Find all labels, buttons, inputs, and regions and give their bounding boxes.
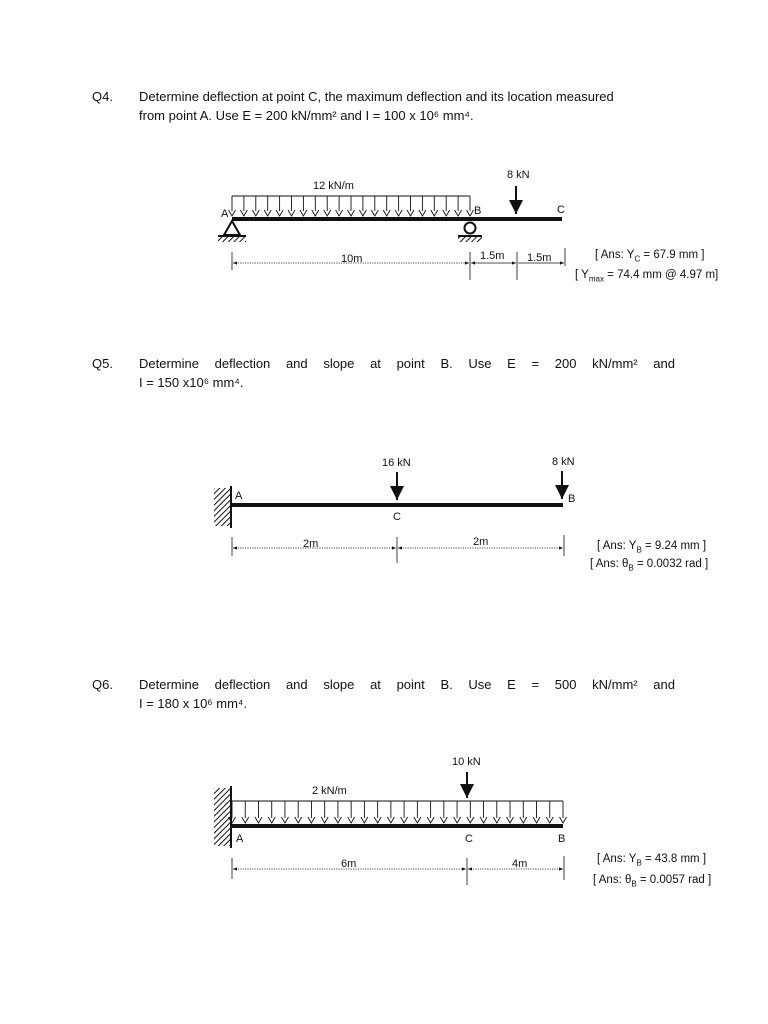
q4-roller-support: [458, 223, 482, 243]
q5-text-line2: I = 150 x10⁶ mm⁴.: [139, 375, 244, 390]
q5-load1-label: 16 kN: [382, 457, 411, 469]
q6-number: Q6.: [92, 677, 113, 692]
q4-point-load-label: 8 kN: [507, 169, 530, 181]
q4-number: Q4.: [92, 89, 113, 104]
q6-udl-label: 2 kN/m: [312, 785, 347, 797]
q6-answer-2: [ Ans: $\theta_B = 0.0057$ rad ]: [593, 874, 712, 889]
q4-dim-ab: 10m: [341, 253, 363, 265]
q5-label-c: C: [393, 511, 401, 523]
q5-load2-label: 8 kN: [552, 456, 575, 468]
q5-answer-1: [ Ans: $Y_B = 9.24$ mm ]: [597, 540, 707, 555]
q5-dimensions: [232, 535, 564, 563]
q4-label-c: C: [557, 204, 565, 216]
q6-label-b: B: [558, 833, 566, 845]
q4-text-line2: from point A. Use E = 200 kN/mm² and I = 100 x 10⁶ mm⁴.: [139, 108, 474, 123]
q4-dim-b-load: 1.5m: [480, 250, 505, 262]
q4-dimensions: [232, 248, 565, 280]
q5-diagram: [214, 456, 575, 563]
q5-label-b: B: [568, 493, 576, 505]
q5-dim-cb: 2m: [473, 536, 489, 548]
q6-dim-ac: 6m: [341, 858, 357, 870]
q4-answer-2: [ $Y_{max} = 74.4$ mm @ 4.97 m]: [575, 269, 719, 284]
q6-label-a: A: [236, 833, 244, 845]
q5-answer-2: [ Ans: $\theta_B = 0.0032$ rad ]: [590, 558, 709, 573]
q6-text-line2: I = 180 x 10⁶ mm⁴.: [139, 696, 248, 711]
q4-text-line1: Determine deflection at point C, the maximum deflection and its location measured: [139, 89, 614, 104]
q5-text-line1: Determine deflection and slope at point B. Use E = 200 kN/mm² and: [139, 356, 675, 371]
q4-label-a: A: [221, 208, 229, 220]
q5-dim-ac: 2m: [303, 538, 319, 550]
q6-udl-arrows: [229, 801, 567, 823]
q6-point-load-label: 10 kN: [452, 756, 481, 768]
q5-fixed-support: [214, 486, 231, 528]
q4-answer-1: [ Ans: $Y_C = 67.9$ mm ]: [595, 249, 705, 264]
q4-udl-label: 12 kN/m: [313, 180, 354, 192]
q4-diagram: [218, 169, 565, 280]
q6-answer-1: [ Ans: $Y_B = 43.8$ mm ]: [597, 853, 707, 868]
q4-dim-load-c: 1.5m: [527, 252, 552, 264]
q6-diagram: [214, 756, 567, 885]
q6-label-c: C: [465, 833, 473, 845]
q6-fixed-support: [214, 786, 231, 848]
q5-number: Q5.: [92, 356, 113, 371]
q4-label-b: B: [474, 205, 482, 217]
q6-text-line1: Determine deflection and slope at point B. Use E = 500 kN/mm² and: [139, 677, 675, 692]
q6-dim-cb: 4m: [512, 858, 528, 870]
q4-pin-support: [218, 221, 246, 242]
q4-udl-arrows: [229, 196, 474, 216]
q5-label-a: A: [235, 490, 243, 502]
